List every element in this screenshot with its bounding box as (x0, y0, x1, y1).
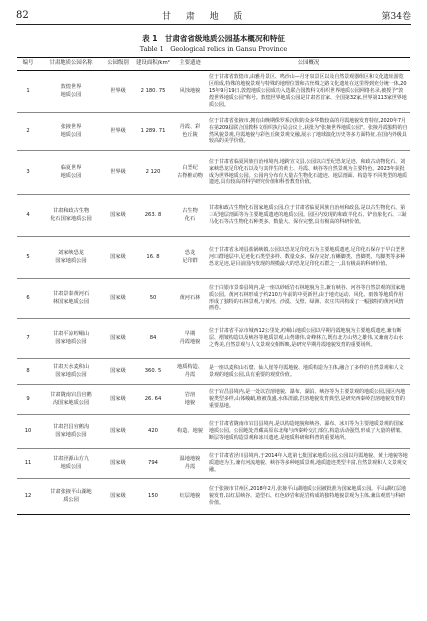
table-header-row (17, 58, 410, 71)
cell-description: 位于张掖市甘州区,2018年2月,张掖平山湖地质公园被批准为国家地质公园。平山湖红层地貌发育,以红层峡谷、造型石、红色砂岩和泥岩构成的独特地貌景观为主体,兼具观赏与科研价值。 (207, 479, 410, 515)
volume-label: 第34卷 (381, 11, 411, 22)
cell-level: 国家级 (103, 385, 133, 415)
cell-description: 甘肃和政古生物化石国家地质公园,位于甘肃省临夏回族自治州和政县,是以古生物化石、第三纪地层剖面等为主要地质遗迹的地质公园。园区内发现的和政羊化石、铲齿象化石、三趾马化石等古生物化石种类多、数量大、保存完整,具有极高的科研价值。 (207, 195, 410, 237)
cell-id: 12 (17, 479, 39, 515)
cell-relic: 丹霞、彩 色丘陵 (173, 113, 207, 151)
cell-description: 位于甘肃省敦煌市,由雅丹景区、鸣沙山—月牙泉景区以及自然景观器组区和文化遗址游览区组成,特殊的地貌景观与特殊的地理位置和古丝绸之路文化遗址在这里得到充分统一体,2015年9月19日,敦煌地质公园成功入选联合国教科文组织世界地质公园网络名录,被授予"敦煌世界地质公园"称号。敦煌世界地质公园是甘肃省首家、全国第32家,世界第113家世界地质公园。 (207, 71, 410, 113)
table-row (17, 479, 410, 515)
cell-park-name: 甘肃陇南宕昌官鹅 沟国家地质公园 (39, 385, 103, 415)
cell-description: 位于甘肃省永靖县盐锅峡镇,公园以恐龙足印化石为主要地质遗迹,足印化石保存于早白垩世河口群地层中,足迹化石类型多样、数量众多、保存完好,有蜥脚类、兽脚类、鸟脚类等多种恐龙足迹,是目前国内发现的规模最大的恐龙足印化石群之一,具有极高的科研价值。 (207, 237, 410, 279)
cell-id: 8 (17, 359, 39, 385)
cell-relic: 古生物 化石 (173, 195, 207, 237)
cell-park-name: 甘肃平凉崆峒山 国家地质公园 (39, 319, 103, 359)
cell-level: 国家级 (103, 479, 133, 515)
cell-park-name: 甘肃泾源山方九 地质公园 (39, 449, 103, 479)
table-row (17, 237, 410, 279)
cell-area: 26. 64 (133, 385, 173, 415)
cell-park-name: 甘肃天水麦积山 国家地质公园 (39, 359, 103, 385)
cell-park-name: 敦煌世界 地质公园 (39, 71, 103, 113)
cell-description: 是一座以麦积山石窟、仙人崖等丹霞地貌、地质构造为主体,融合了多样的自然景观和人文景观的地质公园,具有重要的观赏价值。 (207, 359, 410, 385)
cell-area: 2 180. 75 (133, 71, 173, 113)
cell-area: 50 (133, 279, 173, 319)
cell-park-name: 甘肃和政古生物 化石国家地质公园 (39, 195, 103, 237)
cell-park-name: 刘家峡恐龙 国家地质公园 (39, 237, 103, 279)
table-row (17, 113, 410, 151)
running-header (16, 6, 411, 24)
cell-level: 世界级 (103, 71, 133, 113)
header-rule (16, 24, 411, 25)
cell-description: 位于甘肃省泾川县境内,于2014年入选第七批国家地质公园,公园以丹霞地貌、黄土地貌等地质遗迹为主,兼有河流地貌、峡谷等多种地质景观,地质遗迹类型丰富,自然景观和人文景观交融。 (207, 449, 410, 479)
table-body (17, 71, 410, 515)
journal-name: 甘 肃 地 质 (161, 11, 249, 22)
cell-id: 6 (17, 279, 39, 319)
table-caption-en: Table 1 Geological relics in Gansu Province (139, 45, 288, 53)
table-row (17, 385, 410, 415)
cell-level: 世界级 (103, 113, 133, 151)
cell-id: 4 (17, 195, 39, 237)
cell-description: 位于甘肃省平凉市城西12公里处,崆峒山地质公园以早期丹霞地貌为主要地质遗迹,兼有断层、褶皱构造以及峡谷等地质景观,山势雄伟,奇峰林立,既有北方山势之雄伟,又兼南方山水之秀美,自然景观与人文景观交相辉映,是研究早期丹霞地貌发育的重要场所。 (207, 319, 410, 359)
cell-id: 1 (17, 71, 39, 113)
cell-id: 3 (17, 151, 39, 195)
cell-level: 世界级 (103, 151, 133, 195)
cell-relic: 恐龙 足印群 (173, 237, 207, 279)
cell-id: 5 (17, 237, 39, 279)
header-id: 编号 (17, 58, 39, 71)
cell-park-name: 张掖世界 地质公园 (39, 113, 103, 151)
table-row (17, 71, 410, 113)
cell-area: 16. 8 (133, 237, 173, 279)
cell-level: 国家级 (103, 279, 133, 319)
page-number: 82 (16, 9, 29, 21)
cell-park-name: 临夏世界 地质公园 (39, 151, 103, 195)
table-row (17, 415, 410, 449)
table-row (17, 449, 410, 479)
cell-id: 2 (17, 113, 39, 151)
header-level: 公园级别 (103, 58, 133, 71)
cell-area: 150 (133, 479, 173, 515)
cell-relic: 白垩纪 古脊椎动物 (173, 151, 207, 195)
cell-relic: 地质构造、 丹霞 (173, 359, 207, 385)
cell-level: 国家级 (103, 359, 133, 385)
cell-description: 位于白银市景泰县境内,是一座以砂砾岩石林地貌为主,兼有峡谷、河谷等自然景观的国家地质公园。黄河石林形成于约210万年前的中更新世,由于地壳运动、风化、雨蚀等地质作用形成了独特的石林景观,与黄河、沙漠、戈壁、绿洲、农庄共同构成了一幅独特的黄河风情画卷。 (207, 279, 410, 319)
cell-id: 9 (17, 385, 39, 415)
cell-area: 2 120 (133, 151, 173, 195)
cell-relic: 温地地貌 丹霞 (173, 449, 207, 479)
cell-relic: 早期 丹霞地貌 (173, 319, 207, 359)
header-relic: 主要遗迹 (173, 58, 207, 71)
table-container (17, 57, 410, 515)
cell-id: 11 (17, 449, 39, 479)
cell-id: 7 (17, 319, 39, 359)
cell-area: 794 (133, 449, 173, 479)
cell-id: 10 (17, 415, 39, 449)
table-caption-cn: 表 1 甘肃省省级地质公园基本概况和特征 (142, 34, 285, 43)
table-row (17, 319, 410, 359)
cell-park-name: 甘肃岩昌官鹅沟 国家地质公园 (39, 415, 103, 449)
cell-description: 位于甘肃省张掖市,拥有由晚期侏罗系沉积的众多华数较高的丹霞地貌发育特征,2020年7月在第209届联合国教科文组织执行局会议上,获批为"张掖世界地质公园"。张掖丹霞独特的自然风貌景观,丹霞地貌与彩色丘陵景观交融,展示了地球演化历史等多方面特征,在国内外极具较高的美学价值。 (207, 113, 410, 151)
cell-area: 360. 5 (133, 359, 173, 385)
cell-level: 国家级 (103, 319, 133, 359)
cell-park-name: 甘肃景泰黄河石 林国家地质公园 (39, 279, 103, 319)
cell-relic: 红层地貌 (173, 479, 207, 515)
cell-area: 1 289. 71 (133, 113, 173, 151)
table-row (17, 279, 410, 319)
table-row (17, 195, 410, 237)
table-row (17, 359, 410, 385)
cell-area: 84 (133, 319, 173, 359)
cell-level: 国家级 (103, 415, 133, 449)
cell-relic: 岩溶 地貌 (173, 385, 207, 415)
cell-relic: 构造、地貌 (173, 415, 207, 449)
cell-description: 位于甘肃省临夏回族自治州境内,地跨宣文县,公园以白垩纪恐龙足迹、和政古动物化石、刘家峡恐龙足印化石以及与其伴生的黄土、丹霞、峡谷等自然景观为主要特色。2023年获批成为世界地质公园。公园内分布有大量古生物化石遗迹、地层剖面、构造等不同类型的地质遗迹,具有较高的科学研究价值和科普教育价值。 (207, 151, 410, 195)
cell-relic: 黄河石林 (173, 279, 207, 319)
geopark-table (17, 57, 410, 515)
header-area: 建设面积/km² (133, 58, 173, 71)
cell-park-name: 甘肃张掖平山湖地 质公园 (39, 479, 103, 515)
cell-level: 国家级 (103, 449, 133, 479)
cell-area: 420 (133, 415, 173, 449)
header-name: 甘肃地质公园名称 (39, 58, 103, 71)
cell-area: 263. 8 (133, 195, 173, 237)
cell-level: 国家级 (103, 237, 133, 279)
header-desc: 公园概况 (207, 58, 410, 71)
cell-description: 位于宕昌县境内,是一处以岩溶地貌、瀑布、湖泊、峡谷等为主要景观的地质公园,园区内地貌类型多样,山体峻峭,植被茂盛,水体清澈,岩溶地貌发育典型,是研究西秦岭岩溶地貌发育的重要基地。 (207, 385, 410, 415)
table-row (17, 151, 410, 195)
cell-relic: 风蚀地貌 (173, 71, 207, 113)
cell-description: 位于甘肃省陇南市宕昌县境内,是以构造地貌和峡谷、瀑布、冰川等为主要地质景观的国家地质公园。公园地处青藏高原东北缘与西秦岭交汇部位,构造活动强烈,形成了大量的褶皱、断层等地质构造景观和冰川遗迹,是地质科研和科普的重要场所。 (207, 415, 410, 449)
cell-level: 国家级 (103, 195, 133, 237)
